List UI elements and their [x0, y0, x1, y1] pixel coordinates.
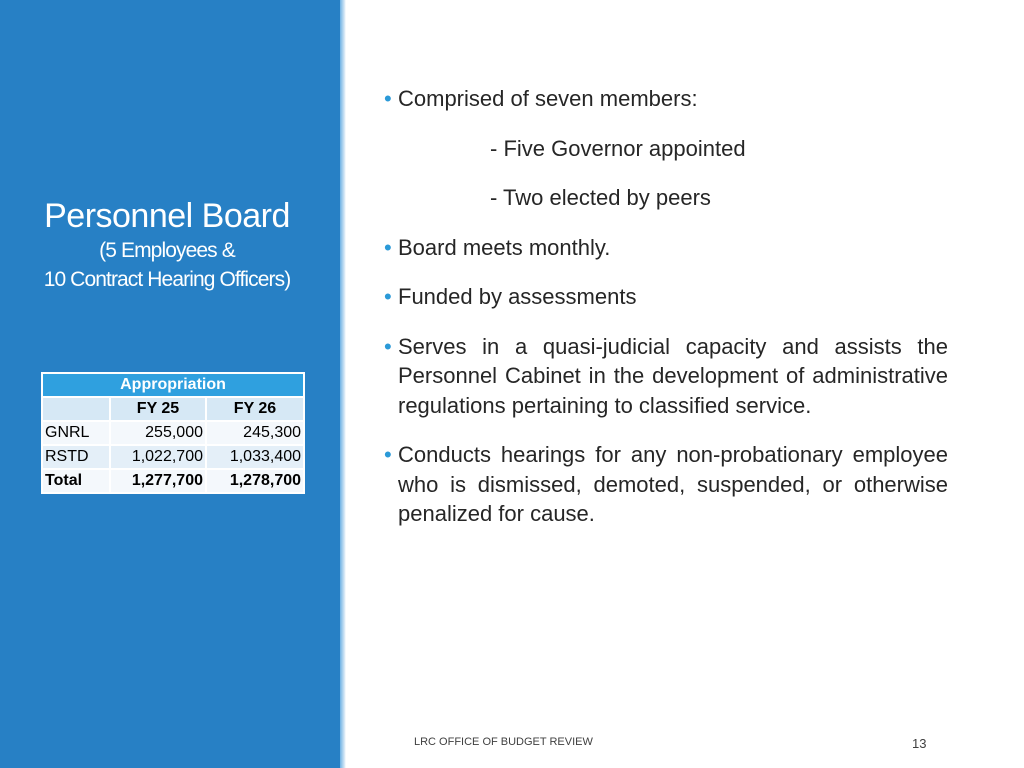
cell-fy25: 1,022,700 — [110, 445, 206, 469]
sub-item: - Two elected by peers — [490, 185, 711, 210]
bullet-item — [384, 233, 948, 263]
cell-fy25: 255,000 — [110, 421, 206, 445]
slide-title-block — [0, 196, 334, 294]
bullet-text: Comprised of seven members: — [398, 86, 698, 111]
bullet-dot-icon: • — [384, 86, 392, 111]
bullet-dot-icon: • — [384, 284, 392, 309]
bullet-text: Board meets monthly. — [398, 234, 611, 260]
cell-fy26: 245,300 — [206, 421, 304, 445]
bullet-item — [384, 440, 948, 529]
column-header-empty — [42, 397, 110, 421]
table-row-total — [42, 469, 304, 493]
row-label: GNRL — [42, 421, 110, 445]
bullet-list — [384, 84, 948, 549]
table-row — [42, 421, 304, 445]
cell-fy26: 1,278,700 — [206, 469, 304, 493]
row-label: RSTD — [42, 445, 110, 469]
bullet-text: Funded by assessments — [398, 284, 637, 309]
table-header: Appropriation — [42, 373, 304, 397]
bullet-text: Serves in a quasi-judicial capacity and assists the Personnel Cabinet in the development of administrative regulations pertaining to classified service. — [398, 333, 948, 418]
appropriation-table — [41, 372, 305, 494]
row-label: Total — [42, 469, 110, 493]
table-row — [42, 445, 304, 469]
bullet-item — [384, 332, 948, 421]
bullet-text: Conducts hearings for any non-probationary employee who is dismissed, demoted, suspended, or otherwise penalized for cause. — [398, 442, 948, 526]
bullet-item — [384, 282, 948, 312]
cell-fy26: 1,033,400 — [206, 445, 304, 469]
bullet-item — [384, 84, 948, 114]
panel-divider — [340, 0, 346, 768]
cell-fy25: 1,277,700 — [110, 469, 206, 493]
sub-item: - Five Governor appointed — [490, 135, 746, 161]
column-header-fy26: FY 26 — [206, 397, 304, 421]
column-header-fy25: FY 25 — [110, 397, 206, 421]
bullet-dot-icon: • — [384, 333, 392, 359]
footer-office: LRC OFFICE OF BUDGET REVIEW — [414, 736, 593, 748]
slide-subtitle-line1: (5 Employees & — [99, 239, 235, 262]
slide-subtitle-line2: 10 Contract Hearing Officers) — [43, 268, 291, 291]
bullet-dot-icon: • — [384, 234, 392, 260]
slide-title: Personnel Board — [44, 197, 290, 235]
bullet-dot-icon: • — [384, 442, 392, 467]
page-number: 13 — [912, 736, 927, 751]
